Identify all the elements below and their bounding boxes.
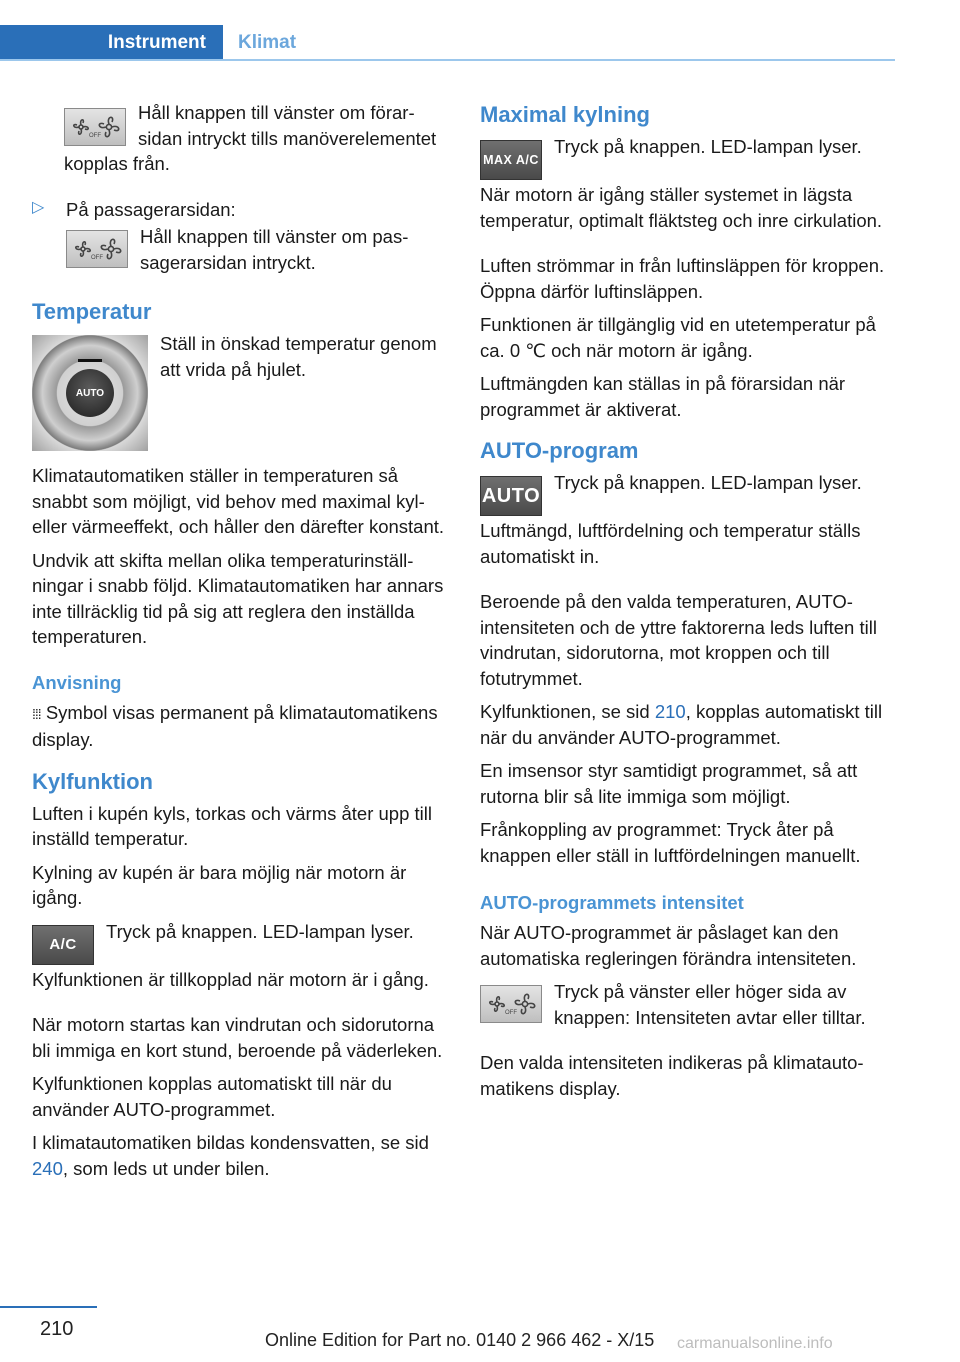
svg-text:OFF: OFF [89, 133, 101, 139]
svg-text:OFF: OFF [505, 1010, 517, 1016]
fan-off-button-image [64, 108, 126, 146]
intensity-block [480, 979, 895, 1038]
max-text: Tryck på knappen. LED-lampan lyser. [554, 136, 862, 157]
kyl-paragraph: När motorn startas kan vindrutan och sidorutorna bli immiga en kort stund, beroende på väderleken. [32, 1014, 443, 1061]
auto-p4-text: , kopplas automatiskt till när du använder AUTO-programmet. [480, 701, 883, 748]
page-link-240[interactable]: 240 [32, 1157, 63, 1179]
chapter-tabs [0, 25, 895, 61]
ac-text: Kylfunktionen är tillkopplad när motorn är i gång. [32, 968, 429, 990]
heading-kylfunktion: Kylfunktion [32, 768, 153, 794]
kyl-p5-text: I klimatautomatiken bildas kondensvatten, se sid [32, 1132, 429, 1153]
anvisning-text-body: Symbol visas permanent på klimatautomatikens display. [32, 701, 438, 750]
heading-temperatur: Temperatur [32, 299, 152, 324]
max-text: Luftmängden kan ställas in på förarsidan när programmet är aktiverat. [480, 373, 846, 420]
left-column [32, 100, 447, 1189]
fan-intensity-icon [485, 991, 537, 1017]
temperature-knob-image [32, 335, 148, 451]
max-text: Luften strömmar in från luftinsläppen för kroppen. Öppna därför luftinsläppen. [480, 255, 885, 302]
heading-auto-intensitet: AUTO-programmets intensitet [480, 892, 744, 913]
auto-text: Frånkoppling av programmet: Tryck åter på knappen eller ställ in luftfördelningen manuellt. [480, 819, 861, 866]
max-ac-button-caption: MAX A/C [483, 153, 539, 167]
watermark: carmanualsonline.info [677, 1335, 833, 1352]
auto-button-caption: AUTO [481, 484, 541, 507]
page-number-rule [0, 1306, 97, 1308]
right-column [480, 100, 895, 1109]
kyl-paragraph [32, 1130, 447, 1181]
list-item-passenger [32, 197, 447, 284]
auto-block [480, 470, 895, 520]
page-link-210[interactable]: 210 [654, 701, 686, 722]
edition-footer: Online Edition for Part no. 0140 2 966 462 - X/15 [265, 1330, 655, 1350]
fan-off-icon [69, 114, 121, 140]
fan-off-button-image [66, 230, 128, 268]
fan-intensity-button-image [480, 985, 542, 1023]
auto-text: Beroende på den valda temperaturen, AUTO-intensiteten och de yttre faktorerna leds luften till vindrutan, sidorutorna, mot kroppen och till fotutrymmet. [480, 591, 877, 689]
fan-off-icon [71, 236, 123, 262]
heading-anvisning: Anvisning [32, 671, 122, 693]
kyl-paragraph: Kylfunktionen kopplas automatiskt till när du använder AUTO-programmet. [32, 1073, 392, 1120]
auto-text: En imsensor styr samtidigt programmet, så att rutorna blir så lite immiga som möjligt. [480, 760, 858, 807]
ac-button-image [32, 925, 94, 965]
max-text: När motorn är igång ställer systemet in lägsta temperatur, optimalt fläktsteg och inre cirkulation. [480, 184, 883, 231]
heading-auto-program: AUTO-program [480, 438, 639, 463]
ac-button-block [32, 919, 447, 969]
tab-klimat[interactable]: Klimat [238, 32, 297, 53]
int-text: När AUTO-programmet är påslaget kan den automatiska regleringen förändra intensiteten. [480, 922, 857, 969]
temperature-paragraph: Klimatautomatiken ställer in temperaturen så snabbt som möjligt, vid behov med maximal kyl- eller värmeeffekt, och håller den därefter konstant. [32, 465, 445, 537]
kyl-p5-text: , som leds ut under bilen. [62, 1157, 270, 1179]
int-text: Tryck på vänster eller höger sida av knappen: Intensiteten avtar eller tilltar. [554, 981, 866, 1028]
max-ac-button-image [480, 140, 542, 180]
auto-button-image [480, 476, 542, 516]
auto-p4-text: Kylfunktionen, se sid [480, 701, 655, 722]
fan-off-driver-text: Håll knappen till vänster om förarsidan intryckt tills manöverelementet kopplas från. [64, 102, 437, 174]
int-text: Den valda intensiteten indikeras på klimatautomatikens display. [480, 1052, 864, 1099]
auto-text [480, 699, 895, 750]
minus-icon [78, 359, 102, 362]
ac-symbol-icon: ⁞⁞⁞ [32, 705, 41, 722]
anvisning-text [32, 700, 447, 753]
tab-instrument[interactable]: Instrument [0, 25, 223, 61]
svg-text:OFF: OFF [91, 255, 103, 261]
ac-text: Tryck på knappen. LED-lampan lyser. [106, 920, 414, 942]
max-ac-block [480, 134, 895, 184]
page-number: 210 [40, 1318, 74, 1340]
temperature-paragraph: Undvik att skifta mellan olika temperaturinställningar i snabb följd. Klimatautomatiken har annars inte tillräcklig tid på sig att reglera den inställda temperaturen. [32, 549, 444, 647]
fan-off-driver-block [64, 100, 447, 185]
ac-button-caption: A/C [49, 936, 77, 953]
auto-text: Luftmängd, luftfördelning och temperatur ställs automatiskt in. [480, 520, 861, 567]
fan-off-passenger-block [66, 224, 447, 283]
fan-off-passenger-text: Håll knappen till vänster om passagerarsidan intryckt. [140, 226, 409, 273]
max-text: Funktionen är tillgänglig vid en utetemperatur på ca. 0 ℃ och när motorn är igång. [480, 314, 876, 361]
temperature-intro-text: Ställ in önskad temperatur genom att vrida på hjulet. [160, 333, 437, 380]
header-divider [0, 59, 895, 61]
triangle-bullet-icon: ▷ [32, 198, 45, 216]
kyl-paragraph: Kylning av kupén är bara möjlig när motorn är igång. [32, 861, 407, 908]
heading-maximal-kylning: Maximal kylning [480, 102, 650, 127]
knob-auto-label: AUTO [66, 369, 114, 417]
auto-text: Tryck på knappen. LED-lampan lyser. [554, 472, 862, 493]
passenger-label: På passagerarsidan: [66, 198, 236, 220]
kyl-paragraph: Luften i kupén kyls, torkas och värms åter upp till inställd temperatur. [32, 802, 432, 849]
temperature-intro-block [32, 331, 447, 463]
